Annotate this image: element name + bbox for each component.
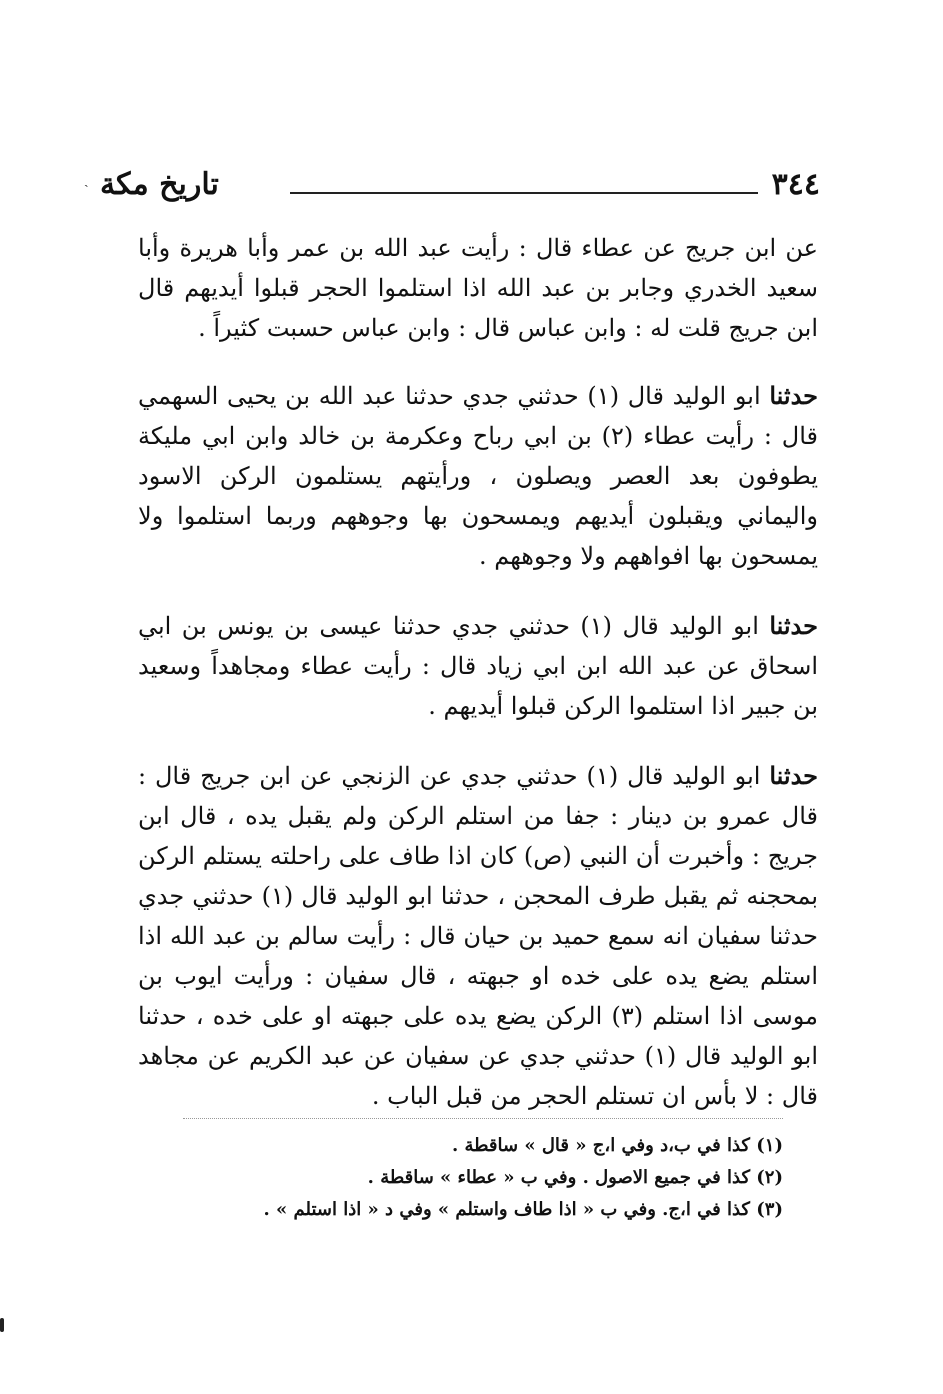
footnote-separator bbox=[183, 1118, 783, 1119]
page-number: ٣٤٤ bbox=[771, 167, 820, 202]
footnote-3: (٣) كذا في ا،ج. وفي ب « اذا طاف واستلم » وفي د « اذا استلم » . bbox=[263, 1199, 783, 1220]
page-header bbox=[84, 160, 820, 210]
paragraph-lead: حدثنا bbox=[769, 761, 818, 790]
paragraph-3 bbox=[138, 606, 818, 726]
paragraph-2 bbox=[138, 376, 818, 576]
header-mark: ˏ bbox=[84, 172, 89, 188]
paragraph-text: عن ابن جريج عن عطاء قال : رأيت عبد الله بن عمر وأبا هريرة وأبا سعيد الخدري وجابر بن عبد الله اذا استلموا الحجر قبلوا أيديهم قال ابن جريج قلت له : وابن عباس قال : وابن عباس حسبت كثيراً . bbox=[138, 234, 818, 342]
paragraph-1 bbox=[138, 228, 818, 348]
footnote-1: (١) كذا في ب،د وفي ا،ج « قال » ساقطة . bbox=[451, 1135, 783, 1156]
main-text bbox=[138, 228, 818, 1146]
paragraph-4 bbox=[138, 756, 818, 1116]
footnotes bbox=[163, 1130, 783, 1226]
running-title: تاريخ مكة bbox=[100, 167, 219, 202]
paragraph-text: ابو الوليد قال (١) حدثني جدي حدثنا عيسى بن يونس بن ابي اسحاق عن عبد الله ابن ابي زياد قال : رأيت عطاء ومجاهداً وسعيد بن جبير اذا استلموا الركن قبلوا أيديهم . bbox=[138, 612, 818, 720]
footnote-2: (٢) كذا في جميع الاصول . وفي ب « عطاء » ساقطة . bbox=[367, 1167, 783, 1188]
paragraph-lead: حدثنا bbox=[769, 381, 818, 410]
paragraph-lead: حدثنا bbox=[769, 611, 818, 640]
scan-edge-mark bbox=[0, 1318, 4, 1332]
paragraph-text: ابو الوليد قال (١) حدثني جدي عن الزنجي عن ابن جريج قال : قال عمرو بن دينار : جفا من استلم الركن ولم يقبل يده ، قال ابن جريج : وأخبرت أن النبي (ص) كان اذا طاف على راحلته يستلم الركن بمحجنه ثم يقبل طرف المحجن ، حدثنا ابو الوليد قال (١) حدثني جدي حدثنا سفيان انه سمع حميد بن حيان قال : رأيت سالم بن عبد الله اذا استلم يضع يده على خده او جبهته ، قال سفيان : ورأيت ايوب بن موسى اذا استلم (٣) الركن يضع يده على جبهته او على خده ، حدثنا ابو الوليد قال (١) حدثني جدي عن سفيان عن عبد الكريم عن مجاهد قال : لا بأس ان تستلم الحجر من قبل الباب . bbox=[138, 762, 819, 1110]
header-rule bbox=[290, 192, 758, 194]
paragraph-text: ابو الوليد قال (١) حدثني جدي حدثنا عبد الله بن يحيى السهمي قال : رأيت عطاء (٢) بن ابي رباح وعكرمة بن خالد وابن ابي مليكة يطوفون بعد العصر ويصلون ، ورأيتهم يستلمون الركن الاسود واليماني ويقبلون أيديهم ويمسحون بها وجوههم وربما استلموا ولا يمسحون بها افواههم ولا وجوههم . bbox=[138, 382, 819, 570]
